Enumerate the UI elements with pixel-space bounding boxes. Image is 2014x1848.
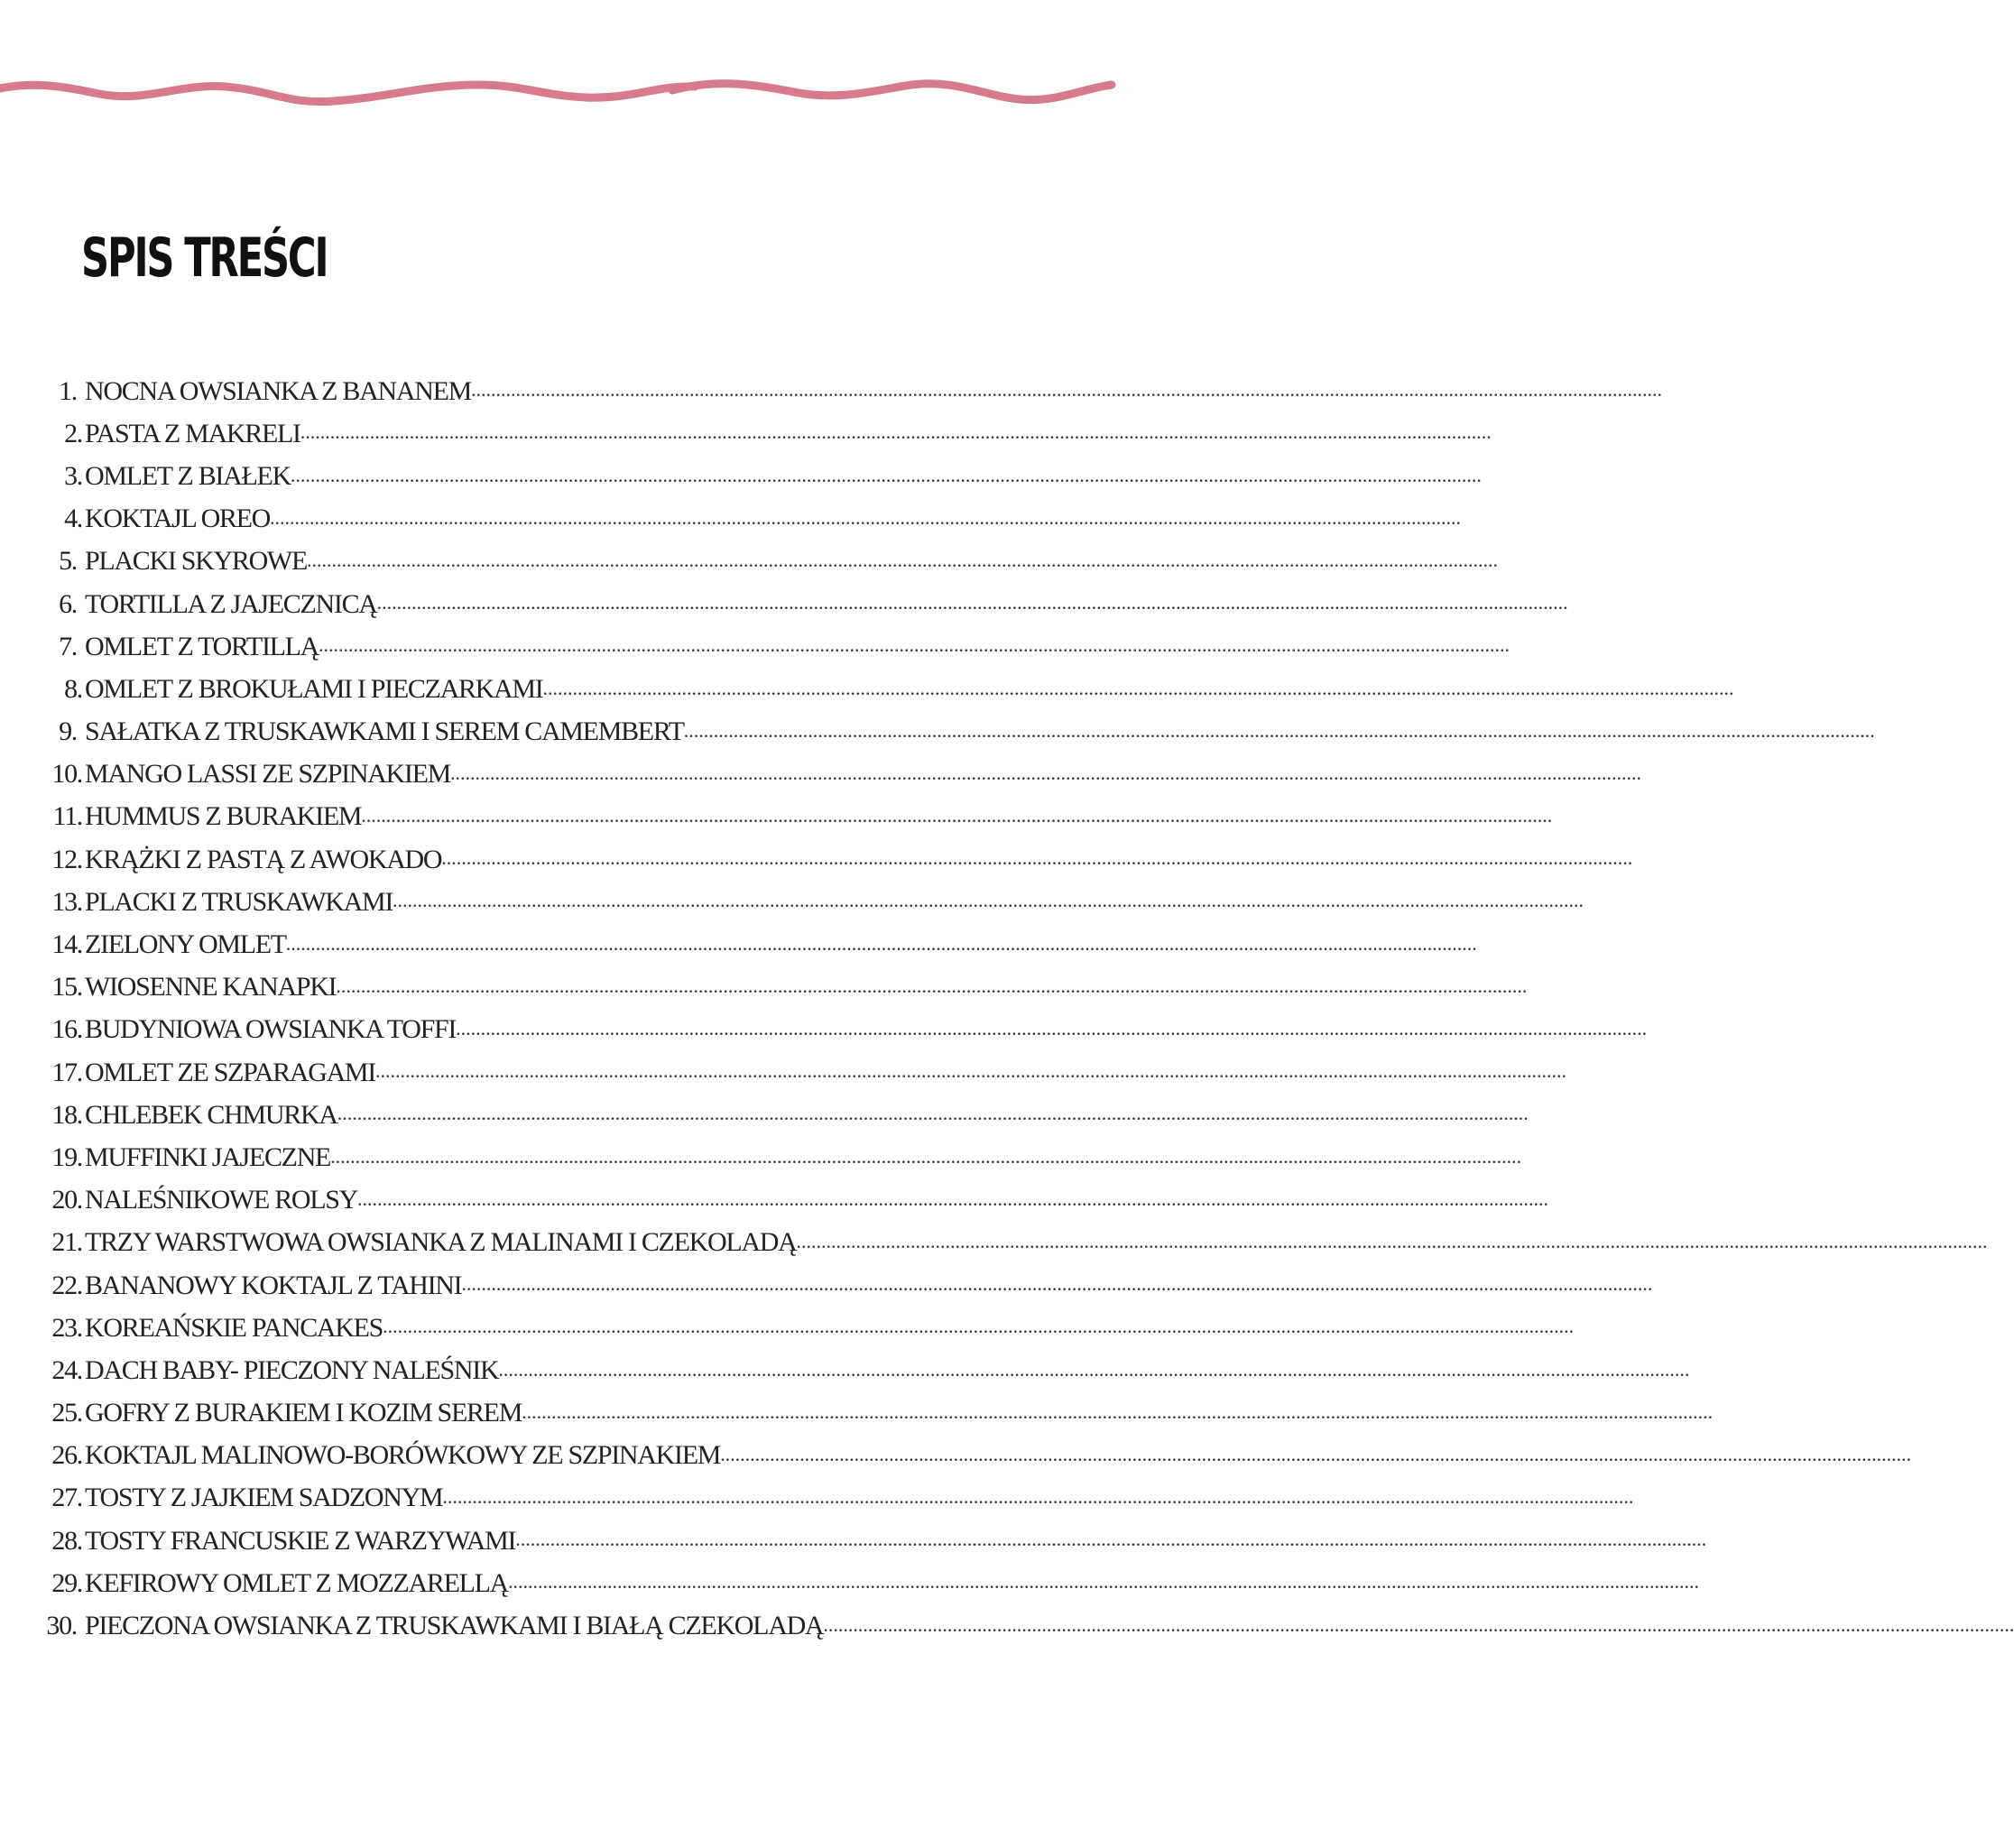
decorative-wave-line [0,63,1112,126]
toc-entry-number: 3. [64,460,82,491]
toc-entry-title: TORTILLA Z JAJECZNICĄ [85,588,377,619]
toc-entry-title: GOFRY Z BURAKIEM I KOZIM SEREM [85,1398,522,1428]
toc-leader-dots: ................................................................................................................................................................................................................................................ [300,420,1492,444]
toc-entry [0,583,1568,625]
toc-entry-title: BANANOWY KOKTAJL Z TAHINI [85,1270,462,1300]
table-of-contents [0,370,2014,1648]
toc-entry-number: 16. [51,1014,82,1045]
toc-entry-number: 2. [64,418,82,448]
toc-entry-number: 14. [51,929,82,960]
toc-entry-title: PLACKI SKYROWE [85,546,307,577]
toc-entry [0,1179,1549,1222]
toc-entry [0,881,1584,923]
toc-entry-number: 20. [51,1185,82,1215]
toc-entry-number: 10. [51,759,82,790]
toc-entry [0,455,1482,497]
toc-entry-title: DACH BABY- PIECZONY NALEŚNIK [85,1354,499,1385]
toc-leader-dots: ................................................................................................................................................................................................................................................ [285,931,1477,955]
toc-entry [0,1520,1707,1562]
toc-entry-number: 1. [59,375,77,406]
toc-entry-title: OMLET Z BIAŁEK [85,460,291,491]
toc-leader-dots: ................................................................................................................................................................................................................................................ [290,463,1482,486]
toc-entry [0,966,1528,1009]
toc-leader-dots: ................................................................................................................................................................................................................................................ [330,1144,1522,1168]
toc-entry-title: OMLET Z TORTILLĄ [85,631,319,661]
toc-entry-title: PIECZONA OWSIANKA Z TRUSKAWKAMI I BIAŁĄ CZEKOLADĄ [85,1611,824,1641]
toc-entry-number: 29. [51,1567,82,1598]
toc-entry-title: TOSTY FRANCUSKIE Z WARZYWAMI [85,1525,516,1556]
toc-entry-title: WIOSENNE KANAPKI [85,972,337,1003]
toc-entry-number: 24. [51,1354,82,1385]
toc-entry [0,1094,1529,1136]
toc-entry [0,923,1477,966]
toc-entry-number: 25. [51,1398,82,1428]
toc-entry-title: NOCNA OWSIANKA Z BANANEM [85,375,471,406]
toc-entry [0,625,1510,668]
toc-entry [0,1222,1988,1264]
toc-entry-number: 9. [59,716,77,747]
toc-leader-dots: ................................................................................................................................................................................................................................................ [522,1400,1714,1423]
toc-entry-number: 21. [51,1227,82,1258]
toc-leader-dots: ................................................................................................................................................................................................................................................ [542,676,1734,699]
toc-entry-title: ZIELONY OMLET [85,929,286,960]
toc-entry-title: MANGO LASSI ZE SZPINAKIEM [85,759,451,790]
toc-entry-number: 7. [59,631,77,661]
toc-entry-title: CHLEBEK CHMURKA [85,1099,337,1130]
toc-leader-dots: ................................................................................................................................................................................................................................................ [470,378,1662,402]
toc-leader-dots: ................................................................................................................................................................................................................................................ [337,1102,1529,1125]
toc-entry-number: 26. [51,1440,82,1471]
toc-leader-dots: ................................................................................................................................................................................................................................................ [383,1315,1575,1338]
toc-entry [0,1136,1522,1178]
toc-entry [0,753,1642,796]
toc-entry [0,1435,1912,1477]
toc-leader-dots: ................................................................................................................................................................................................................................................ [393,889,1584,912]
toc-entry [0,1477,1634,1520]
toc-entry-title: OMLET ZE SZPARAGAMI [85,1057,375,1087]
toc-leader-dots: ................................................................................................................................................................................................................................................ [306,548,1498,571]
toc-entry-number: 23. [51,1312,82,1343]
toc-entry-number: 4. [64,504,82,534]
toc-entry-number: 8. [64,673,82,704]
toc-entry [0,498,1462,541]
toc-entry-title: TRZY WARSTWOWA OWSIANKA Z MALINAMI I CZEKOLADĄ [85,1227,797,1258]
toc-entry [0,668,1734,710]
toc-leader-dots: ................................................................................................................................................................................................................................................ [498,1357,1690,1381]
toc-entry-number: 30. [46,1611,77,1641]
toc-leader-dots: ................................................................................................................................................................................................................................................ [450,761,1642,784]
toc-entry [0,1392,1714,1435]
toc-leader-dots: ................................................................................................................................................................................................................................................ [357,1187,1549,1210]
toc-leader-dots: ................................................................................................................................................................................................................................................ [720,1442,1912,1465]
toc-entry [0,1009,1648,1051]
toc-entry-number: 28. [51,1525,82,1556]
toc-entry-title: BUDYNIOWA OWSIANKA TOFFI [85,1014,457,1045]
toc-entry [0,1562,1700,1604]
toc-entry-number: 19. [51,1141,82,1172]
toc-entry-title: MUFFINKI JAJECZNE [85,1141,331,1172]
toc-entry-number: 12. [51,844,82,874]
toc-leader-dots: ................................................................................................................................................................................................................................................ [361,804,1553,827]
toc-leader-dots: ................................................................................................................................................................................................................................................ [683,718,1875,742]
toc-entry [0,838,1633,881]
toc-entry-title: KOREAŃSKIE PANCAKES [85,1312,383,1343]
wave-stroke-left [0,85,695,102]
toc-entry-title: HUMMUS Z BURAKIEM [85,801,362,832]
toc-leader-dots: ................................................................................................................................................................................................................................................ [796,1229,1988,1252]
toc-leader-dots: ................................................................................................................................................................................................................................................ [823,1612,2014,1636]
toc-entry-title: PLACKI Z TRUSKAWKAMI [85,886,393,917]
toc-leader-dots: ................................................................................................................................................................................................................................................ [515,1528,1707,1551]
toc-leader-dots: ................................................................................................................................................................................................................................................ [508,1570,1700,1594]
toc-entry [0,796,1553,838]
toc-entry [0,1349,1690,1391]
toc-entry-number: 18. [51,1099,82,1130]
toc-entry-number: 13. [51,886,82,917]
toc-entry-number: 22. [51,1270,82,1300]
toc-leader-dots: ................................................................................................................................................................................................................................................ [270,505,1462,529]
toc-entry-number: 6. [59,588,77,619]
toc-entry [0,711,1875,753]
toc-leader-dots: ................................................................................................................................................................................................................................................ [441,846,1633,870]
toc-leader-dots: ................................................................................................................................................................................................................................................ [319,633,1510,657]
toc-leader-dots: ................................................................................................................................................................................................................................................ [336,974,1528,997]
toc-entry-title: OMLET Z BROKUŁAMI I PIECZARKAMI [85,673,543,704]
toc-leader-dots: ................................................................................................................................................................................................................................................ [442,1485,1634,1509]
toc-entry [0,1051,1566,1094]
toc-entry [0,1307,1575,1349]
toc-entry-title: KOKTAJL MALINOWO-BORÓWKOWY ZE SZPINAKIEM [85,1440,721,1471]
toc-entry-title: SAŁATKA Z TRUSKAWKAMI I SEREM CAMEMBERT [85,716,684,747]
toc-entry-title: NALEŚNIKOWE ROLSY [85,1185,358,1215]
toc-entry-title: KOKTAJL OREO [85,504,271,534]
toc-leader-dots: ................................................................................................................................................................................................................................................ [461,1272,1653,1296]
toc-entry-title: KRĄŻKI Z PASTĄ Z AWOKADO [85,844,442,874]
toc-entry-number: 27. [51,1483,82,1513]
toc-leader-dots: ................................................................................................................................................................................................................................................ [376,591,1568,614]
toc-entry-title: KEFIROWY OMLET Z MOZZARELLĄ [85,1567,509,1598]
wave-stroke-right [672,84,1112,100]
toc-entry-number: 15. [51,972,82,1003]
toc-entry [0,1604,2014,1647]
toc-entry [0,370,1662,412]
toc-leader-dots: ................................................................................................................................................................................................................................................ [375,1059,1566,1083]
toc-entry-title: TOSTY Z JAJKIEM SADZONYM [85,1483,443,1513]
toc-leader-dots: ................................................................................................................................................................................................................................................ [456,1017,1648,1040]
toc-entry [0,412,1492,455]
page-title: SPIS TREŚCI [81,226,328,290]
toc-entry [0,1264,1653,1307]
toc-entry-title: PASTA Z MAKRELI [85,418,300,448]
toc-entry-number: 5. [59,546,77,577]
toc-entry-number: 17. [51,1057,82,1087]
toc-entry [0,541,1498,583]
toc-entry-number: 11. [52,801,82,832]
